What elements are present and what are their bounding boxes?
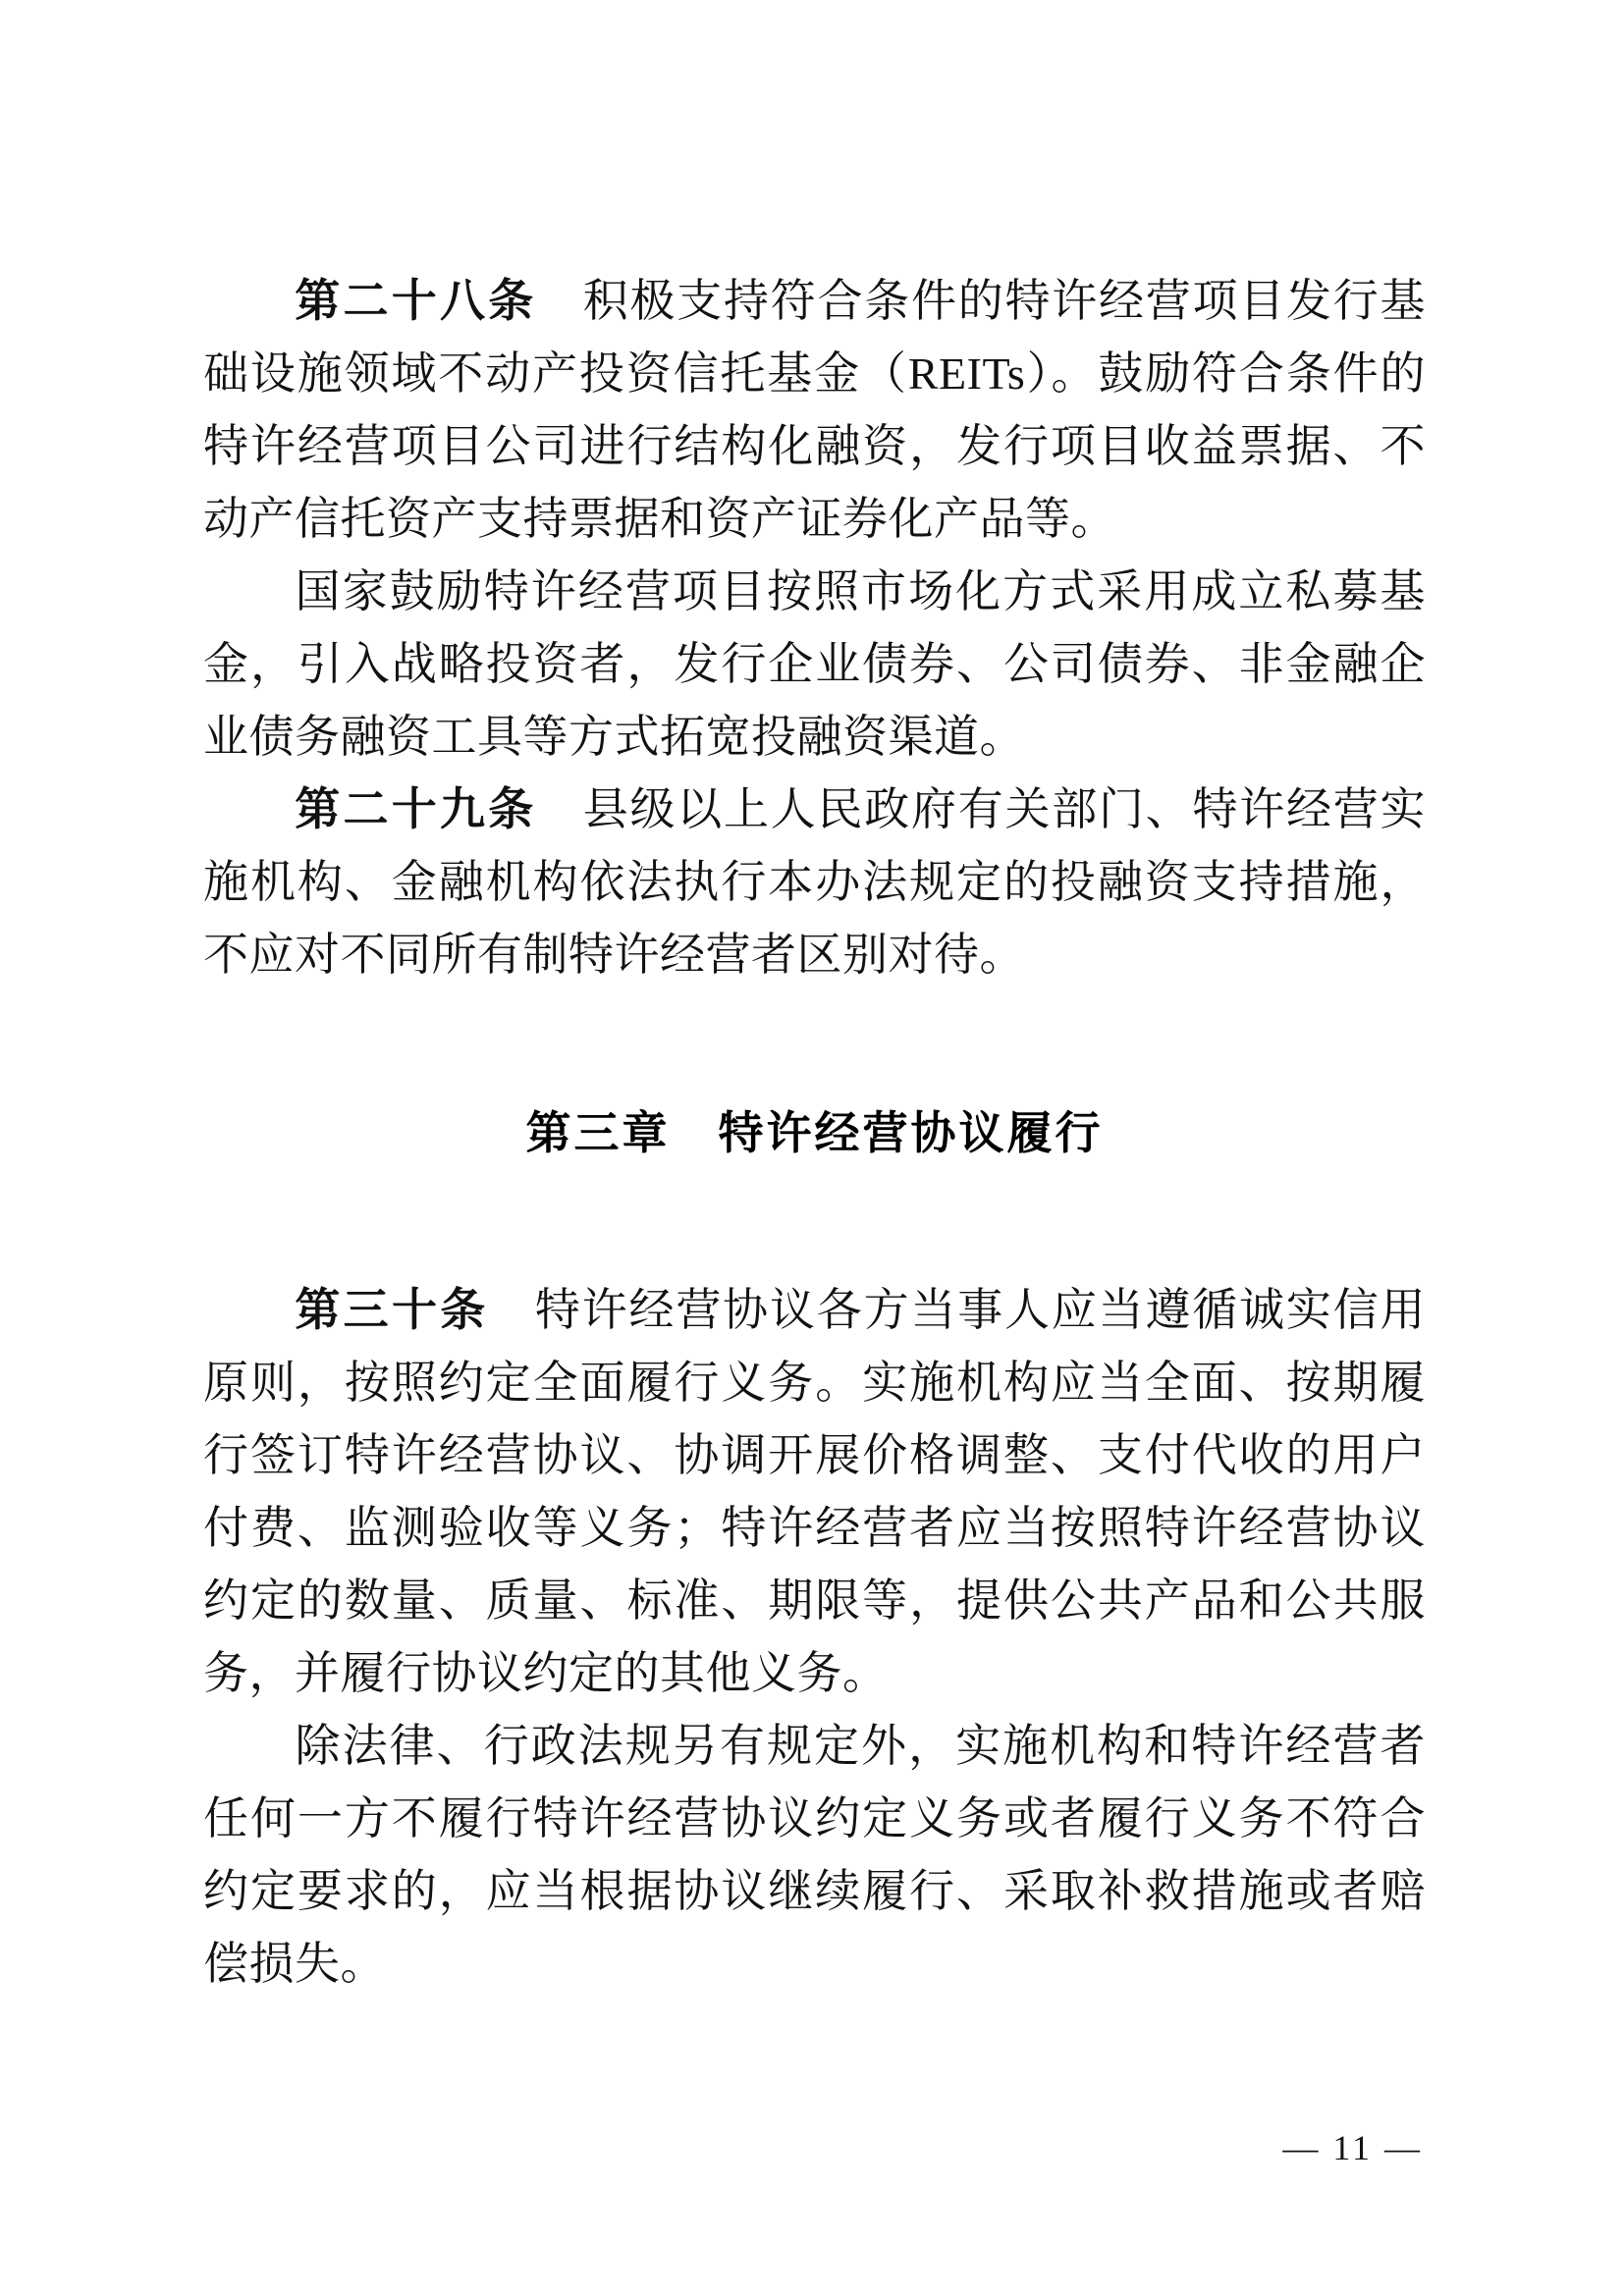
article-paragraph [203, 1274, 1426, 1710]
paragraph-text: 国家鼓励特许经营项目按照市场化方式采用成立私募基金，引入战略投资者，发行企业债券、公司债券、非金融企业债务融资工具等方式拓宽投融资渠道。 [203, 566, 1426, 762]
article-body-text: 特许经营协议各方当事人应当遵循诚实信用原则，按照约定全面履行义务。实施机构应当全面、按期履行签订特许经营协议、协调开展价格调整、支付代收的用户付费、监测验收等义务；特许经营者应当按照特许经营协议约定的数量、质量、标准、期限等，提供公共产品和公共服务，并履行协议约定的其他义务。 [203, 1285, 1426, 1698]
article-paragraph [203, 774, 1426, 991]
chapter-heading: 第三章 特许经营协议履行 [525, 1108, 1104, 1158]
article-label: 第三十条 [294, 1285, 489, 1335]
body-paragraph [203, 1710, 1426, 2001]
article-label: 第二十八条 [294, 276, 537, 326]
article-label: 第二十九条 [294, 784, 537, 834]
heading-top-spacer [203, 991, 1426, 1097]
page-content [203, 265, 1426, 2001]
paragraph-text: 除法律、行政法规另有规定外，实施机构和特许经营者任何一方不履行特许经营协议约定义务或者履行义务不符合约定要求的，应当根据协议继续履行、采取补救措施或者赔偿损失。 [203, 1721, 1426, 1989]
article-paragraph [203, 265, 1426, 556]
article-body-text: 积极支持符合条件的特许经营项目发行基础设施领域不动产投资信托基金（REITs）。鼓励符合条件的特许经营项目公司进行结构化融资，发行项目收益票据、不动产信托资产支持票据和资产证券化产品等。 [203, 276, 1426, 544]
page-number: — 11 — [1282, 2128, 1423, 2167]
body-paragraph [203, 556, 1426, 774]
article-body-text: 县级以上人民政府有关部门、特许经营实施机构、金融机构依法执行本办法规定的投融资支持措施，不应对不同所有制特许经营者区别对待。 [203, 784, 1426, 980]
heading-bottom-spacer [203, 1170, 1426, 1274]
